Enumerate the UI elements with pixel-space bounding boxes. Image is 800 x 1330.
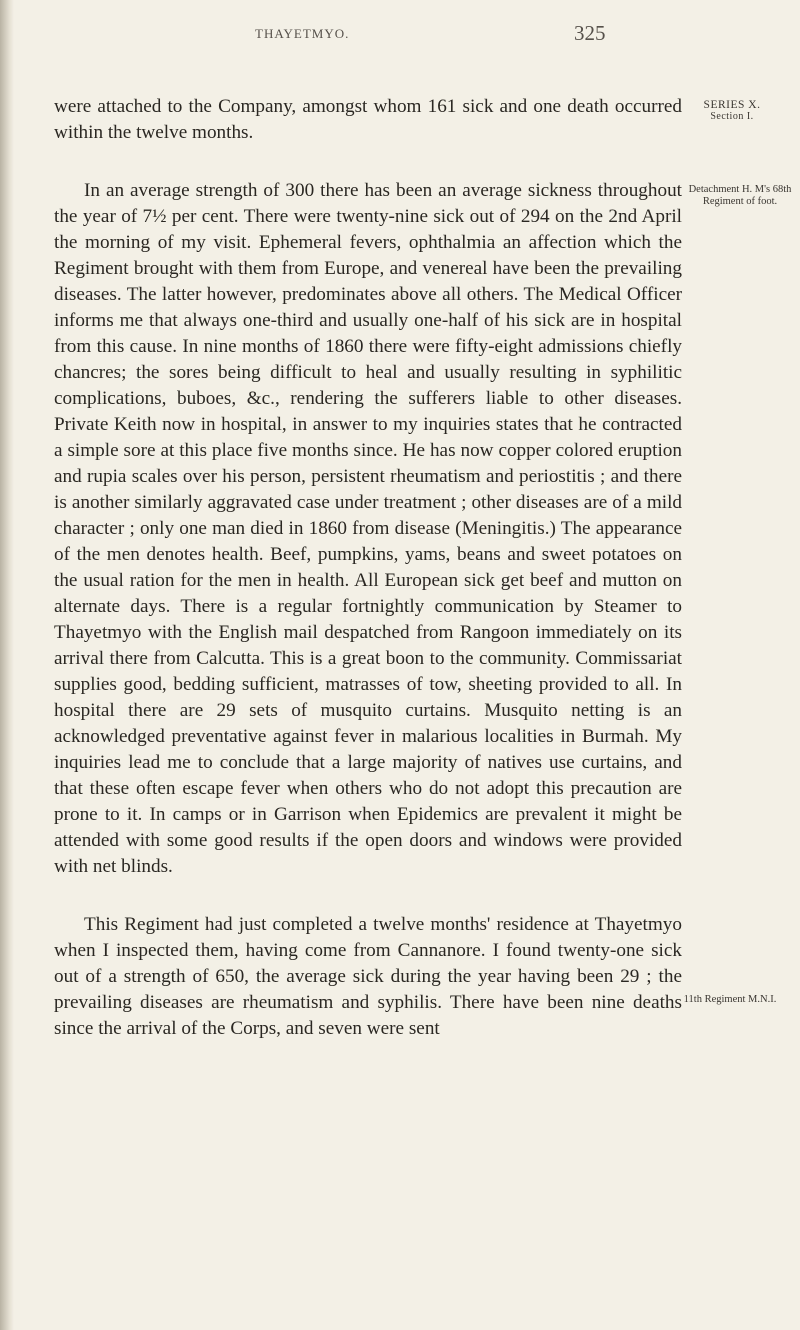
series-label: SERIES X. [703, 99, 761, 111]
page-number: 325 [574, 21, 606, 45]
book-spine-shadow [0, 0, 14, 1330]
paragraph-3: This Regiment had just completed a twelve months' residence at Thayetmyo when I inspected them, having come from Cannanore. I found twenty-one sick out of a strength of 650, the average sick during the year having been 29 ; the prevailing diseases are rheumatism and syphilis. There have been nine deaths since the arrival of the Corps, and seven were sent [54, 914, 682, 1039]
body-text [54, 94, 682, 1042]
margin-note-detachment: Detachment H. M's 68th Regiment of foot. [688, 184, 792, 207]
page-header [0, 21, 800, 56]
margin-note-11th-regiment: 11th Regiment M.N.I. [683, 994, 777, 1005]
paragraph-1: were attached to the Company, amongst whom 161 sick and one death occurred within the twelve months. [54, 96, 682, 143]
margin-note-series [672, 99, 792, 123]
section-label: Section I. [710, 111, 754, 122]
paragraph-2: In an average strength of 300 there has been an average sickness throughout the year of 7½ per cent. There were twenty-nine sick out of 294 on the 2nd April the morning of my visit. Ephemeral fevers, ophthalmia an affection which the Regiment brought with them from Europe, and venereal have been the prevailing diseases. The latter however, predominates above all others. The Medical Officer informs me that always one-third and usually one-half of his sick are in hospital from this cause. In nine months of 1860 there were fifty-eight admissions chiefly chancres; the sores being difficult to heal and usually resulting in syphilitic complications, buboes, &c., rendering the sufferers liable to other diseases. Private Keith now in hospital, in answer to my inquiries states that he contracted a simple sore at this place five months since. He has now copper colored eruption and rupia scales over his person, persistent rheumatism and periostitis ; and there is another similarly aggravated case under treatment ; other diseases are of a mild character ; only one man died in 1860 from disease (Meningitis.) The appearance of the men denotes health. Beef, pumpkins, yams, beans and sweet potatoes on the usual ration for the men in health. All European sick get beef and mutton on alternate days. There is a regular fortnightly communication by Steamer to Thayetmyo with the English mail despatched from Rangoon immediately on its arrival there from Calcutta. This is a great boon to the community. Commissariat supplies good, bedding sufficient, matrasses of tow, sheeting provided to all. In hospital there are 29 sets of musquito curtains. Musquito netting is an acknowledged preventative against fever in malarious localities in Burmah. My inquiries lead me to conclude that a large majority of natives use curtains, and that these often escape fever when others who do not adopt this precaution are prone to it. In camps or in Garrison when Epidemics are prevalent it might be attended with some good results if the open doors and windows were provided with net blinds. [54, 180, 682, 877]
running-title: THAYETMYO. [255, 26, 350, 41]
